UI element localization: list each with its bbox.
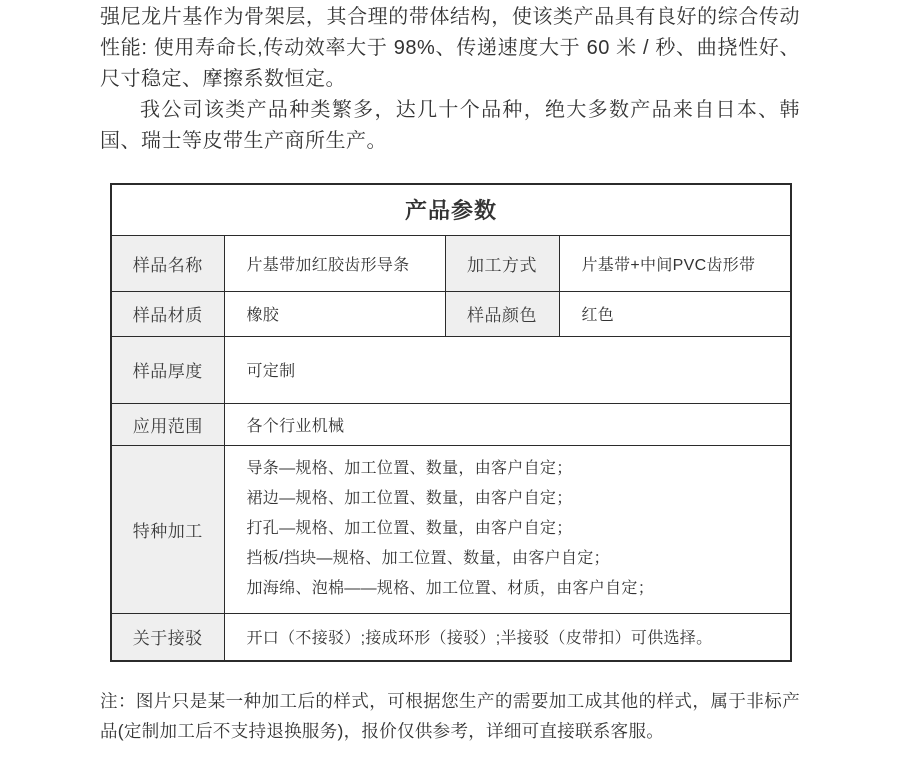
process-value: 片基带+中间PVC齿形带 (559, 235, 791, 291)
table-row-sample-name (111, 235, 791, 291)
special-processing-label: 特种加工 (111, 445, 224, 613)
table-row-material (111, 291, 791, 336)
sample-name-value: 片基带加红胶齿形导条 (224, 235, 445, 291)
special-line: 导条—规格、加工位置、数量，由客户自定； (246, 460, 573, 477)
special-line: 打孔—规格、加工位置、数量，由客户自定； (246, 520, 573, 537)
joint-label: 关于接驳 (111, 613, 224, 661)
color-value: 红色 (559, 291, 791, 336)
process-label: 加工方式 (445, 235, 559, 291)
special-line: 裙边—规格、加工位置、数量，由客户自定； (246, 490, 573, 507)
table-title-row (111, 184, 791, 235)
intro-paragraph-2: 我公司该类产品种类繁多，达几十个品种，绝大多数产品来自日本、韩国、瑞士等皮带生产商所生产。 (100, 99, 800, 152)
application-value: 各个行业机械 (224, 403, 791, 445)
material-value: 橡胶 (224, 291, 445, 336)
application-label: 应用范围 (111, 403, 224, 445)
sample-name-label: 样品名称 (111, 235, 224, 291)
special-line: 挡板/挡块—规格、加工位置、数量，由客户自定； (246, 550, 610, 567)
thickness-label: 样品厚度 (111, 336, 224, 403)
thickness-value: 可定制 (224, 336, 791, 403)
table-row-application (111, 403, 791, 445)
intro-paragraph-1: 强尼龙片基作为骨架层，其合理的带体结构，使该类产品具有良好的综合传动性能: 使用寿命长,传动效率大于 98%、传递速度大于 60 米 / 秒、曲挠性好、尺寸稳定、摩擦系数恒定。 (100, 6, 800, 90)
table-row-special-processing (111, 445, 791, 613)
footer-note: 注：图片只是某一种加工后的样式，可根据您生产的需要加工成其他的样式，属于非标产品(定制加工后不支持退换服务)，报价仅供参考，详细可直接联系客服。 (100, 691, 800, 741)
special-line: 加海绵、泡棉——规格、加工位置、材质，由客户自定； (246, 580, 655, 597)
table-title: 产品参数 (111, 184, 791, 235)
joint-value: 开口（不接驳）;接成环形（接驳）;半接驳（皮带扣）可供选择。 (224, 613, 791, 661)
product-parameters-table (110, 183, 792, 662)
material-label: 样品材质 (111, 291, 224, 336)
table-row-thickness (111, 336, 791, 403)
color-label: 样品颜色 (445, 291, 559, 336)
table-row-joint (111, 613, 791, 661)
intro-section (100, 2, 800, 157)
special-processing-value (224, 445, 791, 613)
